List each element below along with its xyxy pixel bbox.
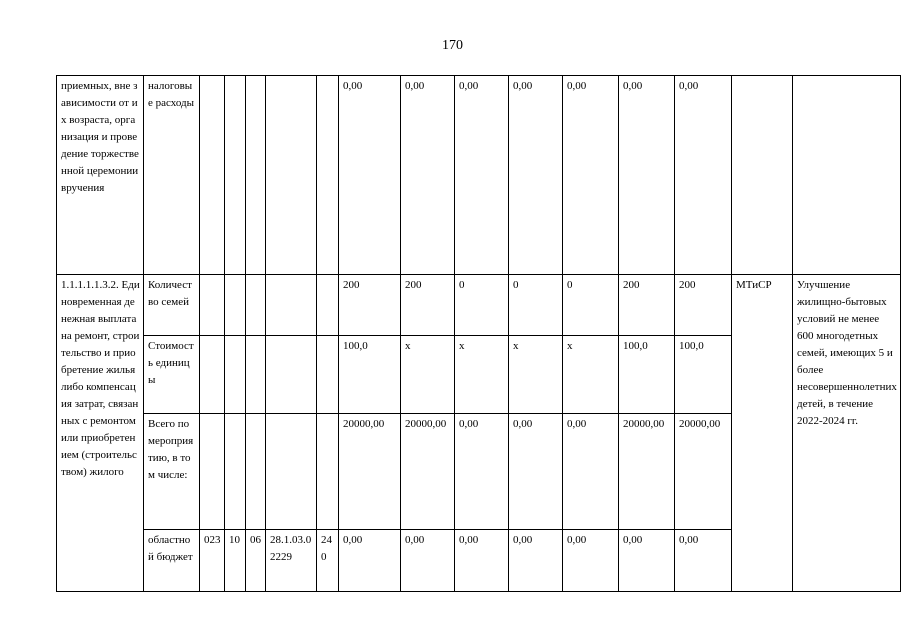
code-cell	[246, 336, 266, 414]
value-cell: 20000,00	[401, 414, 455, 530]
executor-cell: МТиСР	[732, 275, 793, 592]
code-cell	[317, 275, 339, 336]
value-cell: 0,00	[509, 530, 563, 592]
value-cell: 100,0	[619, 336, 675, 414]
value-cell: 0,00	[675, 530, 732, 592]
value-cell: 0,00	[509, 414, 563, 530]
result-cell: Улучшение жилищно-бытовых условий не менее 600 многодетных семей, имеющих 5 и более несовершеннолетних детей, в течение 2022-2024 гг.	[793, 275, 901, 592]
activity-name-cell: 1.1.1.1.1.3.2. Единовременная денежная выплата на ремонт, строительство и приобретение жилья либо компенсация затрат, связанных с ремонтом или приобретением (строительством) жилого	[57, 275, 144, 592]
code-cell	[317, 76, 339, 275]
code-cell	[266, 275, 317, 336]
indicator-cell: налоговые расходы	[144, 76, 200, 275]
value-cell: 0,00	[455, 76, 509, 275]
code-cell	[200, 336, 225, 414]
code-cell	[200, 414, 225, 530]
code-cell	[317, 414, 339, 530]
code-cell: 10	[225, 530, 246, 592]
value-cell: 0,00	[563, 76, 619, 275]
indicator-cell: Всего по мероприятию, в том числе:	[144, 414, 200, 530]
value-cell: 0	[455, 275, 509, 336]
code-cell	[225, 414, 246, 530]
executor-cell	[732, 76, 793, 275]
code-cell	[246, 76, 266, 275]
code-cell	[225, 76, 246, 275]
value-cell: х	[401, 336, 455, 414]
value-cell: 200	[619, 275, 675, 336]
value-cell: 200	[675, 275, 732, 336]
code-cell	[266, 414, 317, 530]
code-cell	[246, 275, 266, 336]
indicator-cell: областной бюджет	[144, 530, 200, 592]
code-cell	[200, 275, 225, 336]
value-cell: 0,00	[675, 76, 732, 275]
code-cell	[317, 336, 339, 414]
value-cell: 0	[509, 275, 563, 336]
table-row	[57, 76, 901, 275]
code-cell	[200, 76, 225, 275]
value-cell: 0,00	[563, 414, 619, 530]
code-cell	[246, 414, 266, 530]
code-cell: 240	[317, 530, 339, 592]
indicator-cell: Количество семей	[144, 275, 200, 336]
value-cell: 200	[339, 275, 401, 336]
value-cell: 20000,00	[619, 414, 675, 530]
value-cell: 20000,00	[675, 414, 732, 530]
page-number: 170	[442, 38, 463, 53]
value-cell: 20000,00	[339, 414, 401, 530]
code-cell	[266, 336, 317, 414]
value-cell: 0,00	[619, 76, 675, 275]
value-cell: 0,00	[563, 530, 619, 592]
indicator-cell: Стоимость единицы	[144, 336, 200, 414]
value-cell: 0,00	[509, 76, 563, 275]
activity-name-cell: приемных, вне зависимости от их возраста, организация и проведение торжественной церемонии вручения	[57, 76, 144, 275]
value-cell: 0,00	[455, 414, 509, 530]
value-cell: 0	[563, 275, 619, 336]
code-cell	[266, 76, 317, 275]
code-cell	[225, 275, 246, 336]
value-cell: 0,00	[619, 530, 675, 592]
code-cell: 023	[200, 530, 225, 592]
value-cell: 100,0	[675, 336, 732, 414]
value-cell: 200	[401, 275, 455, 336]
value-cell: 0,00	[455, 530, 509, 592]
code-cell: 06	[246, 530, 266, 592]
budget-table	[56, 75, 901, 592]
value-cell: 100,0	[339, 336, 401, 414]
value-cell: 0,00	[401, 530, 455, 592]
value-cell: 0,00	[339, 76, 401, 275]
value-cell: х	[509, 336, 563, 414]
code-cell	[225, 336, 246, 414]
value-cell: х	[455, 336, 509, 414]
result-cell	[793, 76, 901, 275]
table-row	[57, 275, 901, 336]
code-cell: 28.1.03.02229	[266, 530, 317, 592]
value-cell: 0,00	[401, 76, 455, 275]
value-cell: х	[563, 336, 619, 414]
value-cell: 0,00	[339, 530, 401, 592]
